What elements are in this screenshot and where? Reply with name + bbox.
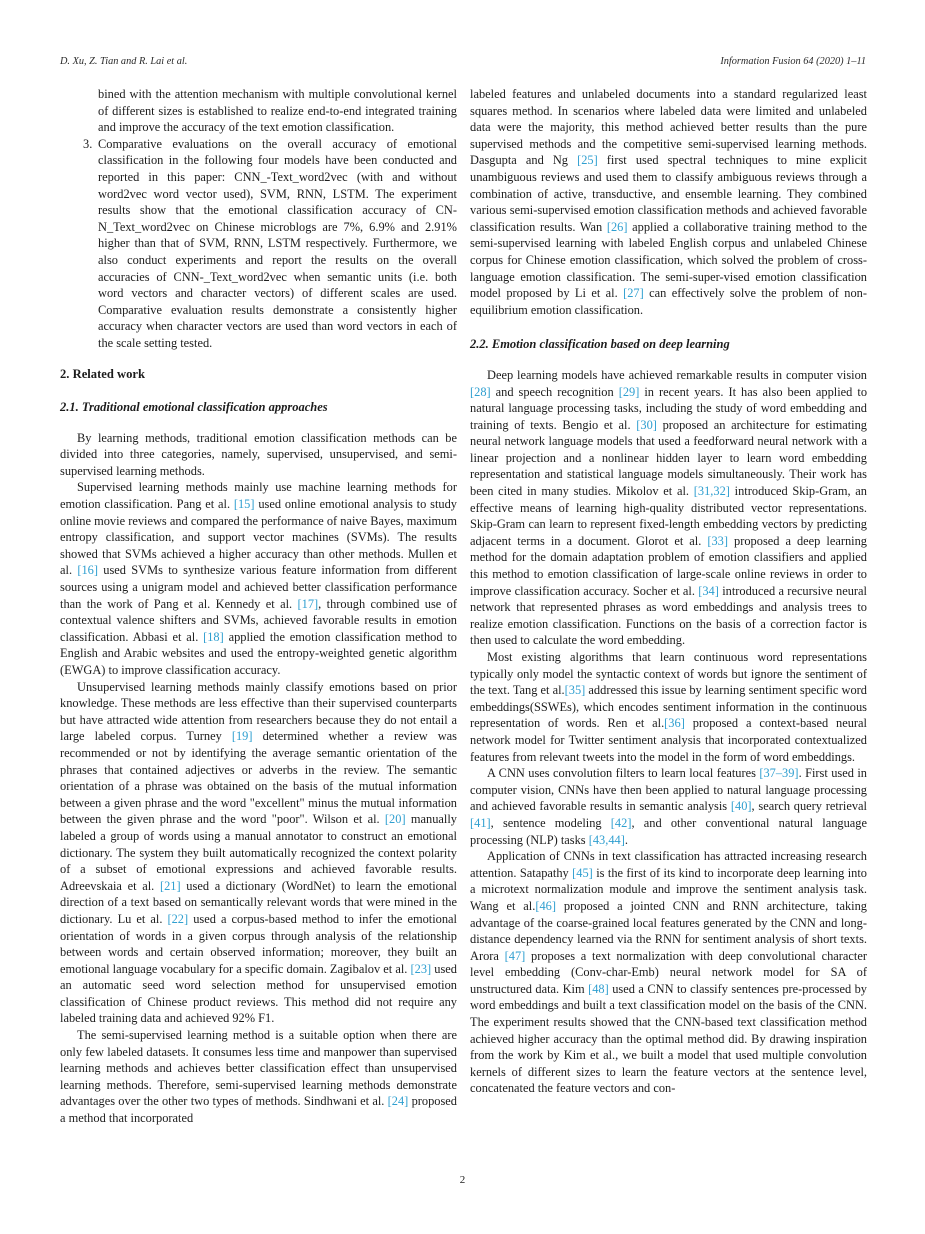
list-item-text: bined with the attention mechanism with multiple convolutional kernel of different sizes is established to realize end-to-end integrated training and improve the accuracy of the text emotion classification.: [98, 87, 457, 135]
paragraph: Most existing algorithms that learn continuous word representations typically only model the syntactic context of words but ignore the sentiment of the text. Tang et al.[35] addressed this issue by learning sentiment specific word embeddings(SSWEs), which encodes sentiment information in the continuous representation of words. Ren et al.[36] proposed a context-based neural network model for Twitter sentiment analysis that incorporated contextualized features from relevant tweets into the model in the form of word embeddings.: [470, 650, 867, 764]
citation-link[interactable]: [33]: [707, 533, 729, 548]
citation-link[interactable]: [18]: [203, 629, 224, 644]
citation-link[interactable]: [28]: [470, 384, 491, 399]
page-number: 2: [459, 1174, 466, 1186]
citation-link[interactable]: [27]: [623, 286, 644, 301]
list-item: [83, 136, 457, 352]
citation-link[interactable]: [35]: [564, 683, 586, 698]
citation-link[interactable]: [25]: [577, 153, 598, 168]
contributions-list: [60, 86, 457, 352]
running-head: [60, 56, 866, 67]
right-column: [470, 86, 867, 1097]
citation-link[interactable]: [23]: [410, 961, 432, 976]
citation-link[interactable]: [29]: [618, 384, 640, 399]
citation-link[interactable]: [30]: [636, 417, 657, 432]
citation-link[interactable]: [20]: [384, 812, 406, 827]
citation-link[interactable]: [48]: [588, 981, 609, 996]
citation-link[interactable]: [17]: [297, 596, 319, 611]
citation-link[interactable]: [47]: [504, 948, 526, 963]
citation-link[interactable]: [36]: [664, 716, 685, 731]
citation-link[interactable]: [19]: [231, 729, 253, 744]
citation-link[interactable]: [41]: [470, 815, 491, 830]
citation-link[interactable]: [42]: [610, 815, 632, 830]
citation-link[interactable]: [34]: [698, 583, 719, 598]
running-head-authors: D. Xu, Z. Tian and R. Lai et al.: [60, 56, 188, 67]
citation-link[interactable]: [22]: [167, 911, 189, 926]
citation-link[interactable]: [45]: [572, 865, 593, 880]
citation-link[interactable]: [46]: [535, 898, 556, 913]
paragraph: Application of CNNs in text classification has attracted increasing research attention. Satapathy [45] is the first of its kind to incorporate deep learning into a microtext normalization module and improve the sentiment analysis task. Wang et al.[46] proposed a jointed CNN and RNN architecture, taking advantage of the coarse-grained local features generated by the CNN and long-distance dependency learned via the RNN for sentiment analysis of short texts. Arora [47] proposes a text normalization with deep convolutional character level embedding (Conv-char-Emb) neural network model for SA of unstructured data. Kim [48] used a CNN to classify sentences pre-processed by word embeddings and built a text classification model on the basis of the CNN. The experiment results showed that the CNN-based text classification method achieved higher accuracy than the optimal method did. By drawing inspiration from the work by Kim et al., we built a model that used multiple convolution kernels of different sizes to learn the feature vectors at the sentence level, concatenated the feature vectors and con-: [470, 849, 868, 1096]
citation-link[interactable]: [37–39]: [759, 766, 799, 781]
subsection-heading-2-2: 2.2. Emotion classification based on deep learning: [470, 337, 730, 352]
paragraph: The semi-supervised learning method is a suitable option when there are only few labeled datasets. It consumes less time and manpower than supervised learning methods and achieves better classification effect than unsupervised learning methods. Therefore, semi-supervised learning methods demonstrate advantages over the other two types of methods. Sindhwani et al. [24] proposed a method that incorporated: [60, 1028, 457, 1126]
citation-link[interactable]: [31,32]: [693, 484, 730, 499]
list-item-text: Comparative evaluations on the overall accuracy of emotional classification in the following four models have been conducted and reported in this paper: CNN_-Text_word2vec (with and without word2vec word vector used), SVM, RNN, LSTM. The experiment results show that the emotional classification accuracy of CN-N_Text_word2vec on Chinese microblogs are 7%, 6.9% and 2.91% higher than that of SVM, RNN, LSTM respectively. Furthermore, we also conduct experiments and report the results on the overall accuracies of CNN-_Text_word2vec when semantic units (i.e. both word vectors and character vectors) of different scales are used. Comparative evaluation results demonstrate a consistently higher accuracy when character vectors are used than word vectors in each of the scale setting tested.: [98, 136, 457, 350]
section-heading-related-work: 2. Related work: [60, 366, 145, 381]
paragraph: Supervised learning methods mainly use machine learning methods for emotion classification. Pang et al. [15] used online emotional analysis to study online movie reviews and compared the performance of naive Bayes, maximum entropy classification, and support vector machines (SVMs). The results showed that SVMs achieved a higher accuracy than other methods. Mullen et al. [16] used SVMs to synthesize various feature information from different sources using a unigram model and achieved better classification performance than the work of Pang et al. Kennedy et al. [17], through combined use of contextual valence shifters and SVMs, achieved favorable results in emotion classification. Abbasi et al. [18] applied the emotion classification method to English and Arabic websites and used the entropy-weighted genetic algorithm (EWGA) to improve classification accuracy.: [60, 480, 458, 677]
paragraph: Unsupervised learning methods mainly classify emotions based on prior knowledge. These methods are less effective than their supervised counterparts but have attracted wide attention from researchers because they do not entail a large labeled corpus. Turney [19] determined whether a review was recommended or not by identifying the average semantic orientation of the phrases that contained adjectives or adverbs in the review. The semantic orientation of a phrase was obtained on the basis of the mutual information between a given phrase and the word "excellent" minus the mutual information between the given phrase and the word "poor". Wilson et al. [20] manually labeled a group of words using a manual annotator to construct an emotional dictionary. The system they built automatically recognized the context polarity of a subset of emotional expressions and achieved favorable results. Adreevskaia et al. [21] used a dictionary (WordNet) to learn the emotional direction of a text based on semantically relevant words that were mined in the dictionary. Lu et al. [22] used a corpus-based method to infer the emotional orientation of words in a given corpus through analysis of the relationship between words and certain observed information; moreover, they built an emotional language vocabulary for a specific domain. Zagibalov et al. [23] used an automatic seed word selection method for unsupervised emotion classification of Chinese product reviews. This method did not require any labeled training data and achieved 92% F1.: [60, 679, 458, 1026]
citation-link[interactable]: [26]: [606, 219, 628, 234]
paragraph: Deep learning models have achieved remarkable results in computer vision [28] and speech recognition [29] in recent years. It has also been applied to natural language processing tasks, including the study of word embedding and training of texts. Bengio et al. [30] proposed an architecture for estimating neural network language models that used a feedforward neural network with a linear projection and a nonlinear hidden layer to learn word embedding representation and statistical language models simultaneously. Their work has been cited in many studies. Mikolov et al. [31,32] introduced Skip-Gram, an effective means of learning high-quality distributed vector representations. Skip-Gram can learn to represent fixed-length embedding vectors by predicting adjacent terms in a document. Glorot et al. [33] proposed a deep learning method for the domain adaptation problem of emotion classifiers and applied this method to emotion classification of large-scale online reviews in order to improve classification accuracy. Socher et al. [34] introduced a recursive neural network that represented phrases as word embeddings and analysis trees to realize emotion classification. Functions on the basis of a correction factor is then used to calculate the word embedding.: [470, 367, 868, 648]
paragraph: A CNN uses convolution filters to learn local features [37–39]. First used in computer vision, CNNs have then been applied to natural language processing and achieved favorable results in semantic analysis [40], search query retrieval [41], sentence modeling [42], and other conventional natural language processing (NLP) tasks [43,44].: [470, 766, 867, 847]
citation-link[interactable]: [40]: [730, 799, 752, 814]
paragraph: labeled features and unlabeled documents into a standard regularized least squares method. In scenarios where labeled data were limited and unlabeled data were the majority, this method achieved better results than the pure supervised methods and the competitive semi-supervised learning methods. Dasgupta and Ng [25] first used spectral techniques to mine explicit unambiguous reviews and used them to classify ambiguous reviews through a combination of active, transductive, and ensemble learning. They combined various semi-supervised emotion classification methods and achieved favorable classification results. Wan [26] applied a collaborative training method to the semi-supervised learning with labeled English corpus and unlabeled Chinese corpus for Chinese emotion classification, which solved the problem of cross-language emotion classification. The semi-super-vised emotion classification model proposed by Li et al. [27] can effectively solve the problem of non-equilibrium emotion classification.: [470, 87, 867, 317]
citation-link[interactable]: [21]: [159, 878, 181, 893]
left-column: [60, 86, 457, 1127]
running-head-journal: Information Fusion 64 (2020) 1–11: [720, 56, 866, 67]
subsection-heading-2-1: 2.1. Traditional emotional classification approaches: [60, 400, 328, 415]
paragraph: By learning methods, traditional emotion classification methods can be divided into three categories, namely, supervised, unsupervised, and semi-supervised learning methods.: [60, 430, 457, 478]
citation-link[interactable]: [43,44]: [588, 832, 625, 847]
list-item: [98, 86, 457, 136]
citation-link[interactable]: [15]: [233, 497, 255, 512]
list-item-marker: 3.: [83, 136, 93, 151]
citation-link[interactable]: [24]: [387, 1094, 409, 1109]
citation-link[interactable]: [16]: [77, 563, 98, 578]
